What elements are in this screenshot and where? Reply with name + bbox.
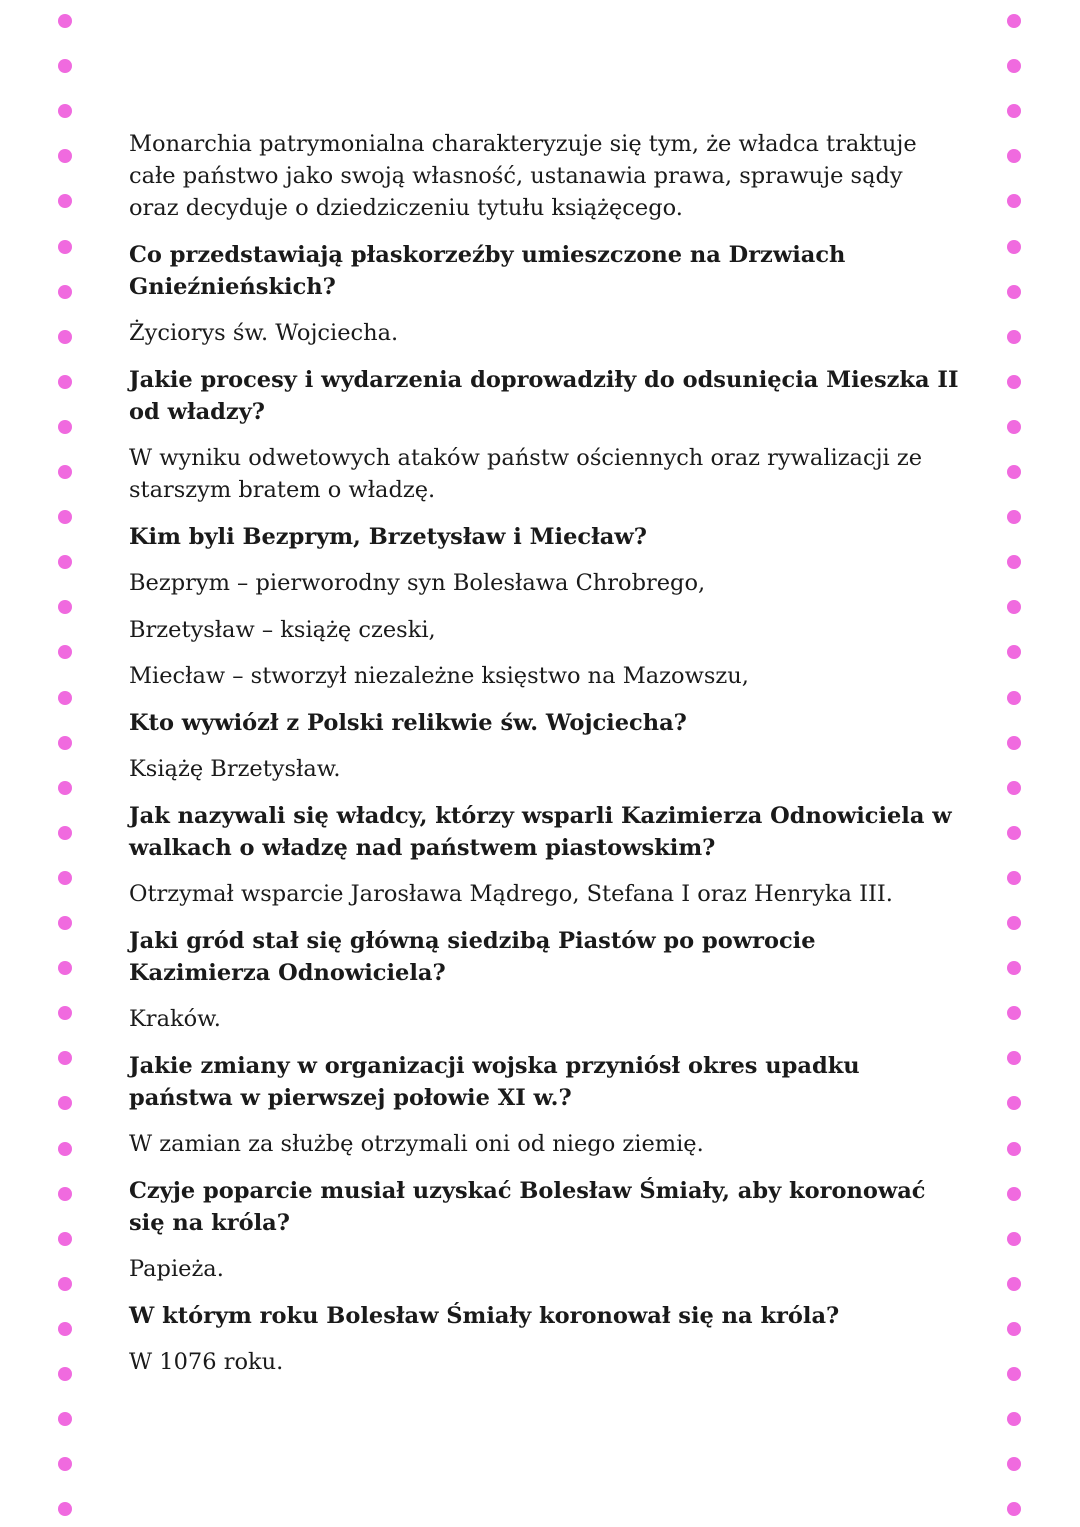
question-heading: Jaki gród stał się główną siedzibą Piastów po powrocie Kazimierza Odnowiciela? xyxy=(129,927,816,986)
dot-ornament xyxy=(1007,14,1021,28)
answer-paragraph: W wyniku odwetowych ataków państw ościennych oraz rywalizacji ze starszym bratem o władzę. xyxy=(129,445,923,503)
dot-ornament xyxy=(1007,961,1021,975)
dot-ornament xyxy=(1007,600,1021,614)
dot-ornament xyxy=(58,194,72,208)
dot-ornament xyxy=(58,285,72,299)
dot-ornament xyxy=(1007,465,1021,479)
question-heading: Czyje poparcie musiał uzyskać Bolesław Śmiały, aby koronować się na króla? xyxy=(129,1177,926,1236)
dot-ornament xyxy=(58,1006,72,1020)
dot-ornament xyxy=(1007,285,1021,299)
dot-ornament xyxy=(58,826,72,840)
answer-paragraph: Otrzymał wsparcie Jarosława Mądrego, Stefana I oraz Henryka III. xyxy=(129,881,893,907)
dot-ornament xyxy=(1007,149,1021,163)
dot-ornament xyxy=(58,375,72,389)
dot-ornament xyxy=(58,1142,72,1156)
question-heading: Kim byli Bezprym, Brzetysław i Miecław? xyxy=(129,523,647,550)
dot-ornament xyxy=(58,1232,72,1246)
dot-ornament xyxy=(58,510,72,524)
dot-ornament xyxy=(1007,1367,1021,1381)
dot-ornament xyxy=(58,781,72,795)
dot-ornament xyxy=(1007,781,1021,795)
dot-ornament xyxy=(58,1096,72,1110)
question-heading: W którym roku Bolesław Śmiały koronował się na króla? xyxy=(129,1302,840,1329)
dot-ornament xyxy=(58,916,72,930)
dot-ornament xyxy=(58,555,72,569)
question-heading: Co przedstawiają płaskorzeźby umieszczone na Drzwiach Gnieźnieńskich? xyxy=(129,241,846,300)
dot-ornament xyxy=(1007,826,1021,840)
dot-ornament xyxy=(58,600,72,614)
dot-ornament xyxy=(1007,555,1021,569)
dot-ornament xyxy=(58,645,72,659)
dot-ornament xyxy=(58,149,72,163)
answer-paragraph: Papieża. xyxy=(129,1256,224,1282)
answer-paragraph: Brzetysław – książę czeski, xyxy=(129,616,436,643)
question-heading: Kto wywiózł z Polski relikwie św. Wojciecha? xyxy=(129,709,687,736)
document-body xyxy=(129,128,959,1393)
dot-ornament xyxy=(1007,1322,1021,1336)
dot-ornament xyxy=(1007,1096,1021,1110)
dot-ornament xyxy=(1007,420,1021,434)
question-heading: Jakie procesy i wydarzenia doprowadziły do odsunięcia Mieszka II od władzy? xyxy=(129,366,959,425)
dot-ornament xyxy=(58,871,72,885)
dot-ornament xyxy=(58,59,72,73)
dot-ornament xyxy=(1007,1142,1021,1156)
answer-paragraph: W 1076 roku. xyxy=(129,1349,284,1375)
dot-ornament xyxy=(58,1457,72,1471)
dot-ornament xyxy=(58,1187,72,1201)
dot-ornament xyxy=(1007,104,1021,118)
dot-ornament xyxy=(58,736,72,750)
dot-ornament xyxy=(1007,375,1021,389)
dot-ornament xyxy=(1007,1006,1021,1020)
answer-paragraph: Życiorys św. Wojciecha. xyxy=(129,320,399,346)
right-dot-border xyxy=(1007,0,1021,1527)
answer-paragraph: Monarchia patrymonialna charakteryzuje się tym, że władca traktuje całe państwo jako swoją własność, ustanawia prawa, sprawuje sądy oraz decyduje o dziedziczeniu tytułu książęcego. xyxy=(129,131,917,221)
dot-ornament xyxy=(58,1412,72,1426)
dot-ornament xyxy=(1007,1187,1021,1201)
left-dot-border xyxy=(58,0,72,1527)
dot-ornament xyxy=(1007,59,1021,73)
dot-ornament xyxy=(1007,871,1021,885)
dot-ornament xyxy=(1007,194,1021,208)
dot-ornament xyxy=(1007,1051,1021,1065)
dot-ornament xyxy=(1007,736,1021,750)
dot-ornament xyxy=(58,420,72,434)
dot-ornament xyxy=(58,1051,72,1065)
dot-ornament xyxy=(1007,645,1021,659)
dot-ornament xyxy=(1007,691,1021,705)
answer-paragraph: W zamian za służbę otrzymali oni od niego ziemię. xyxy=(129,1131,704,1157)
dot-ornament xyxy=(58,691,72,705)
dot-ornament xyxy=(1007,1412,1021,1426)
dot-ornament xyxy=(1007,1277,1021,1291)
answer-paragraph: Bezprym – pierworodny syn Bolesława Chrobrego, xyxy=(129,570,706,596)
dot-ornament xyxy=(58,1367,72,1381)
dot-ornament xyxy=(58,14,72,28)
answer-paragraph: Miecław – stworzył niezależne księstwo na Mazowszu, xyxy=(129,663,749,689)
dot-ornament xyxy=(58,465,72,479)
dot-ornament xyxy=(1007,510,1021,524)
answer-paragraph: Kraków. xyxy=(129,1006,221,1032)
question-heading: Jakie zmiany w organizacji wojska przyniósł okres upadku państwa w pierwszej połowie XI w.? xyxy=(129,1052,860,1111)
dot-ornament xyxy=(58,961,72,975)
answer-paragraph: Książę Brzetysław. xyxy=(129,756,341,782)
dot-ornament xyxy=(1007,1232,1021,1246)
dot-ornament xyxy=(1007,916,1021,930)
dot-ornament xyxy=(1007,1502,1021,1516)
dot-ornament xyxy=(1007,240,1021,254)
dot-ornament xyxy=(1007,1457,1021,1471)
dot-ornament xyxy=(58,104,72,118)
dot-ornament xyxy=(58,1322,72,1336)
dot-ornament xyxy=(58,1502,72,1516)
dot-ornament xyxy=(1007,330,1021,344)
dot-ornament xyxy=(58,1277,72,1291)
question-heading: Jak nazywali się władcy, którzy wsparli Kazimierza Odnowiciela w walkach o władzę nad państwem piastowskim? xyxy=(129,802,952,861)
dot-ornament xyxy=(58,240,72,254)
dot-ornament xyxy=(58,330,72,344)
